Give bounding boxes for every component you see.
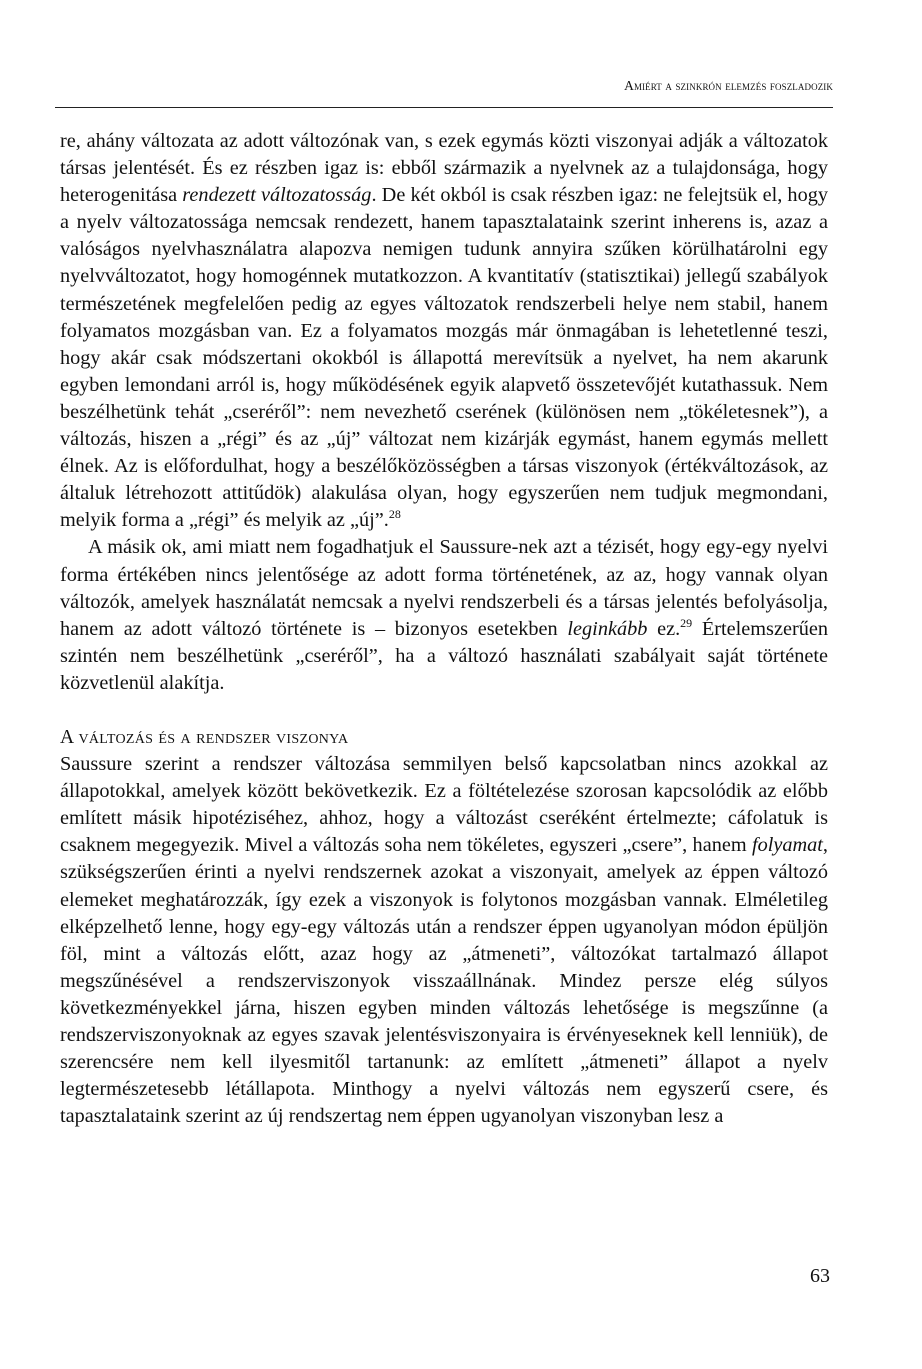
section-title: A változás és a rendszer viszonya <box>60 726 349 748</box>
paragraph-1: re, ahány változata az adott változónak van, s ezek egymás közti viszonyai adják a változatok társas jelentését. És ez részben igaz is: ebből származik a nyelvnek az a tulajdonsága, hogy heterogenitása rendezett változatosság. De két okból is csak részben igaz: ne felejtsük el, hogy a nyelv változatossága nemcsak rendezett, hanem tapasztalataink szerint inherens is, azaz a valóságos nyelvhasználatra alapozva nemigen tudunk annyira szűken körülhatárolni egy nyelvváltozatot, hogy homogénnek mutatkozzon. A kvantitatív (statisztikai) jellegű szabályok természetének megfelelően pedig az egyes változatok rendszerbeli helye nem stabil, hanem folyamatos mozgásban van. Ez a folyamatos mozgás már önmagában is lehetetlenné teszi, hogy akár csak módszertani okokból is állapottá merevítsük a nyelvet, ha nem akarunk egyben lemondani arról is, hogy működésének egyik alapvető összetevőjét kutathassuk. Nem beszélhetünk tehát „cseréről”: nem nevezhető cserének (különösen nem „tökéletesnek”), a változás, hiszen a „régi” és az „új” változat nem kizárják egymást, hanem egymás mellett élnek. Az is előfordulhat, hogy a beszélőközösségben a társas viszonyok (értékváltozások, az általuk létrehozott attitűdök) alakulása olyan, hogy egyszerűen nem tudjuk megmondani, melyik forma a „régi” és melyik az „új”.$^{28}$ <box>60 130 828 532</box>
emphasis: leginkább <box>567 617 648 640</box>
emphasis: rendezett változatosság <box>182 184 372 207</box>
paragraph-2: A másik ok, ami miatt nem fogadhatjuk el Saussure-nek azt a tézisét, hogy egy-egy nyelvi forma értékében nincs jelentősége az adott forma történetének, az az, hogy vannak olyan változók, amelyek használatát nemcsak a nyelvi rendszerbeli és a társas jelentés befolyásolja, hanem az adott változó története is – bizonyos esetekben leginkább ez.$^{29}$ Értelemszerűen szintén nem beszélhetünk „cseréről”, ha a változó használati szabályait saját története közvetlenül alakítja. <box>60 536 828 694</box>
page-number: 63 <box>810 1265 830 1287</box>
body-text <box>60 128 828 1130</box>
footnote-ref: 28 <box>388 507 401 522</box>
emphasis: folyamat <box>751 834 823 857</box>
running-head: Amiért a szinkrón elemzés foszladozik <box>624 78 833 93</box>
footnote-ref: 29 <box>680 615 693 630</box>
header-rule <box>55 107 833 108</box>
paragraph-3: Saussure szerint a rendszer változása semmilyen belső kapcsolatban nincs azokkal az állapotokkal, amelyek között bekövetkezik. Ez a föltételezése szorosan kapcsolódik az előbb említett másik hipotéziséhez, ahhoz, hogy a változást cseréként értelmezte; cáfolatuk is csaknem megegyezik. Mivel a változás soha nem tökéletes, egyszeri „csere”, hanem folyamat, szükségszerűen érinti a nyelvi rendszernek azokat a viszonyait, amelyek az éppen változó elemeket meghatározzák, így ezek a viszonyok is folytonos mozgásban vannak. Elméletileg elképzelhető lenne, hogy egy-egy változás után a rendszer éppen ugyanolyan módon épüljön föl, mint a változás előtt, azaz hogy az „átmeneti”, változókat tartalmazó állapot megszűnésével a rendszerviszonyok visszaállnának. Mindez persze elég súlyos következményekkel járna, hiszen egyben minden változás lehetősége is megszűnne (a rendszerviszonyoknak az egyes szavak jelentésviszonyaira is érvényeseknek kell lenniük), de szerencsére nem kell ilyesmitől tartanunk: az említett „átmeneti” állapot a nyelv legtermészetesebb létállapota. Minthogy a nyelvi változás nem egyszerű csere, és tapasztalataink szerint az új rendszertag nem éppen ugyanolyan viszonyban lesz a <box>60 753 828 1128</box>
